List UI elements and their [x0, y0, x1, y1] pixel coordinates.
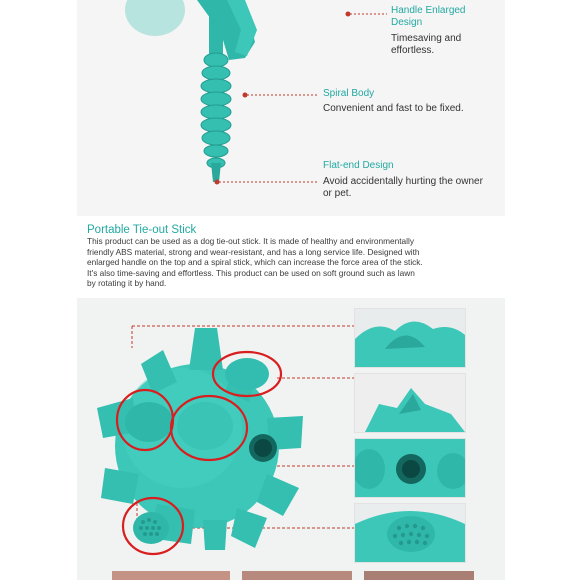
- thumb-hole-image: [354, 438, 466, 498]
- callout-flatend-title: Flat-end Design: [323, 160, 394, 171]
- section-line: It's also time-saving and effortless. This product can be used on soft ground such as lawn: [87, 267, 415, 278]
- callout-handle-desc-line2: effortless.: [391, 45, 435, 56]
- thumb-spike-image: [354, 373, 466, 433]
- thumb-nub-image: [354, 308, 466, 368]
- section-line: by rotating it by hand.: [87, 278, 167, 289]
- section-title: Portable Tie-out Stick: [87, 224, 197, 236]
- callout-handle-title-line1: Handle Enlarged: [391, 5, 466, 16]
- section-line: This product can be used as a dog tie-out stick. It is made of healthy and environmentally: [87, 236, 414, 246]
- section-line: enlarged handle on the top and a spiral stick, which can increase the force area of the stick.: [87, 257, 423, 268]
- next-image-strip: [112, 571, 230, 580]
- section-body: [87, 236, 499, 289]
- next-image-strip: [242, 571, 352, 580]
- callout-spiral-desc: Convenient and fast to be fixed.: [323, 103, 464, 114]
- callout-handle-title-line2: Design: [391, 17, 423, 28]
- callout-flatend-desc-line1: Avoid accidentally hurting the owner: [323, 176, 483, 187]
- thumb-dots-image: [354, 503, 466, 563]
- callout-flatend-desc: [323, 176, 483, 200]
- callout-handle-desc: [391, 33, 461, 57]
- callout-handle-desc-line1: Timesaving and: [391, 33, 462, 44]
- section-line: friendly ABS material, strong and wear-resistant, and has a long service life. Designed with: [87, 246, 420, 257]
- ball-toy-image: [77, 298, 357, 580]
- callout-spiral-title: Spiral Body: [323, 88, 375, 99]
- next-image-strip: [364, 571, 474, 580]
- callout-handle-title: [391, 5, 466, 29]
- callout-flatend-desc-line2: or pet.: [323, 188, 352, 199]
